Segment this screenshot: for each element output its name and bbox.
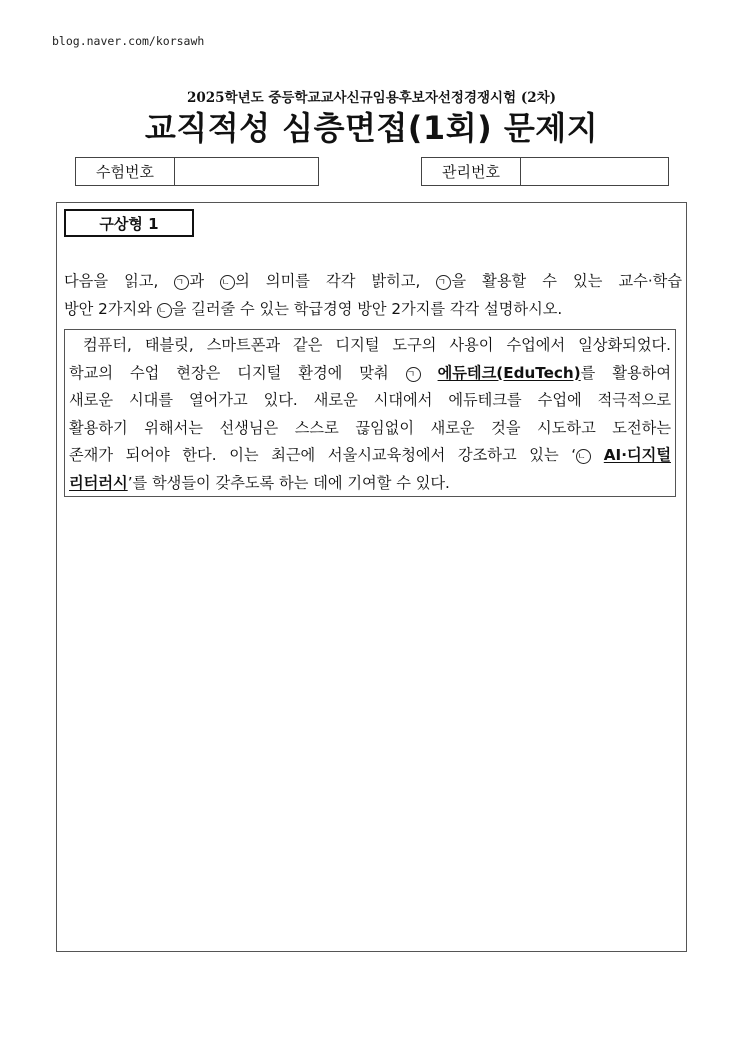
question-prompt	[64, 267, 682, 323]
circled-mark-a: ㄱ	[436, 275, 451, 290]
exam-number-label: 수험번호	[76, 158, 175, 185]
passage-line-3: 새로운 시대를 열어가고 있다. 새로운 시대에서 에듀테크를 수업에 적극적으로	[69, 391, 671, 409]
term-edutech: 에듀테크(EduTech)	[437, 363, 581, 382]
term-literacy: 리터러시	[69, 473, 128, 492]
circled-mark-a: ㄱ	[174, 275, 189, 290]
circled-mark-b: ㄴ	[157, 303, 172, 318]
passage-line-4: 활용하기 위해서는 선생님은 스스로 끊임없이 새로운 것을 시도하고 도전하는	[69, 418, 671, 437]
management-number-field[interactable]	[521, 158, 668, 185]
term-ai-digital: AI·디지털	[603, 446, 671, 464]
passage-line-2: 학교의 수업 현장은 디지털 환경에 맞춰 ㄱ 에듀테크(EduTech)를 활용하여	[69, 363, 672, 382]
reading-passage-box	[64, 329, 676, 497]
question-sheet	[56, 202, 687, 952]
exam-number-box	[75, 157, 319, 186]
blog-watermark: blog.naver.com/korsawh	[52, 34, 205, 48]
circled-mark-a: ㄱ	[406, 367, 421, 382]
question-line-2: 방안 2가지와 ㄴ 을 길러줄 수 있는 학급경영 방안 2가지를 각각 설명하시오.	[64, 300, 563, 318]
exam-number-field[interactable]	[175, 158, 318, 185]
circled-mark-b: ㄴ	[576, 449, 591, 464]
passage-line-1: 컴퓨터, 태블릿, 스마트폰과 같은 디지털 도구의 사용이 수업에서 일상화되었다.	[83, 336, 671, 354]
management-number-box	[421, 157, 669, 186]
circled-mark-b: ㄴ	[220, 275, 235, 290]
passage-line-6: 리터러시’를 학생들이 갖추도록 하는 데에 기여할 수 있다.	[69, 473, 450, 492]
page-title: 교직적성 심층면접(1회) 문제지	[144, 109, 599, 147]
question-line-1: 다음을 읽고, ㄱ 과 ㄴ 의 의미를 각각 밝히고, ㄱ 을 활용할 수 있는 교수·학습	[64, 272, 682, 290]
passage-line-5: 존재가 되어야 한다. 이는 최근에 서울시교육청에서 강조하고 있는 ‘ㄴ AI·디지털	[69, 446, 671, 464]
management-number-label: 관리번호	[422, 158, 521, 185]
question-type-label: 구상형 1	[64, 209, 194, 237]
exam-subtitle: 2025학년도 중등학교교사신규임용후보자선정경쟁시험 (2차)	[186, 90, 557, 106]
